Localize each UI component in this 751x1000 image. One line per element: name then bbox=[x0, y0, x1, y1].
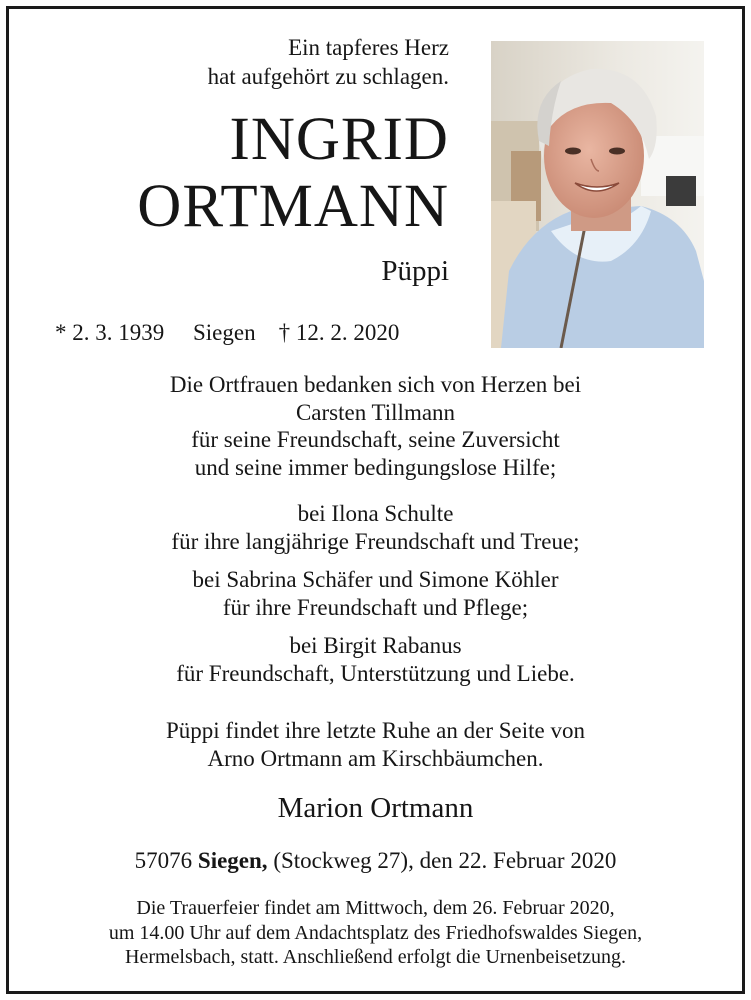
thanks-paragraph bbox=[0, 500, 751, 555]
thanks-paragraph bbox=[0, 566, 751, 621]
resting-place-text bbox=[0, 717, 751, 772]
thanks-line: Die Ortfrauen bedanken sich von Herzen bei bbox=[169, 372, 582, 397]
last-name: ORTMANN bbox=[137, 173, 449, 240]
funeral-line: Die Trauerfeier findet am Mittwoch, dem 26. Februar 2020, bbox=[136, 897, 615, 919]
resting-line: Arno Ortmann am Kirschbäumchen. bbox=[207, 745, 544, 771]
birth-date: * 2. 3. 1939 bbox=[55, 320, 165, 345]
signer-name: Marion Ortmann bbox=[277, 792, 474, 824]
verse-line: hat aufgehört zu schlagen. bbox=[207, 64, 449, 89]
funeral-line: um 14.00 Uhr auf dem Andachtsplatz des Friedhofswaldes Siegen, bbox=[108, 921, 643, 944]
thanks-line: bei Sabrina Schäfer und Simone Köhler bbox=[192, 567, 559, 592]
portrait-illustration bbox=[491, 41, 704, 348]
nickname: Püppi bbox=[381, 255, 449, 287]
verse bbox=[208, 33, 449, 91]
thanks-line: für ihre langjährige Freundschaft und Treue; bbox=[171, 528, 580, 554]
thanks-line: und seine immer bedingungslose Hilfe; bbox=[194, 454, 557, 480]
life-dates bbox=[55, 318, 399, 348]
first-name: INGRID bbox=[229, 106, 449, 173]
death-date: † 12. 2. 2020 bbox=[278, 320, 400, 345]
birth-place: Siegen bbox=[193, 320, 256, 345]
thanks-paragraph bbox=[0, 371, 751, 481]
verse-line: Ein tapferes Herz bbox=[288, 35, 449, 60]
address-rest: (Stockweg 27), den 22. Februar 2020 bbox=[273, 848, 617, 873]
thanks-line: Carsten Tillmann bbox=[295, 399, 456, 425]
thanks-line: für seine Freundschaft, seine Zuversicht bbox=[191, 427, 560, 452]
thanks-line: für ihre Freundschaft und Pflege; bbox=[222, 594, 529, 620]
thanks-paragraph bbox=[0, 632, 751, 687]
funeral-info bbox=[0, 896, 751, 970]
thanks-line: bei Birgit Rabanus bbox=[289, 633, 462, 658]
city: Siegen, bbox=[197, 848, 268, 873]
resting-line: Püppi findet ihre letzte Ruhe an der Seite von bbox=[166, 718, 585, 743]
address-line bbox=[0, 846, 751, 876]
thanks-line: bei Ilona Schulte bbox=[297, 501, 454, 526]
thanks-line: für Freundschaft, Unterstützung und Liebe. bbox=[176, 660, 575, 686]
funeral-line: Hermelsbach, statt. Anschließend erfolgt die Urnenbeisetzung. bbox=[125, 946, 626, 968]
portrait-photo bbox=[491, 41, 704, 348]
zip-code: 57076 bbox=[134, 848, 193, 873]
